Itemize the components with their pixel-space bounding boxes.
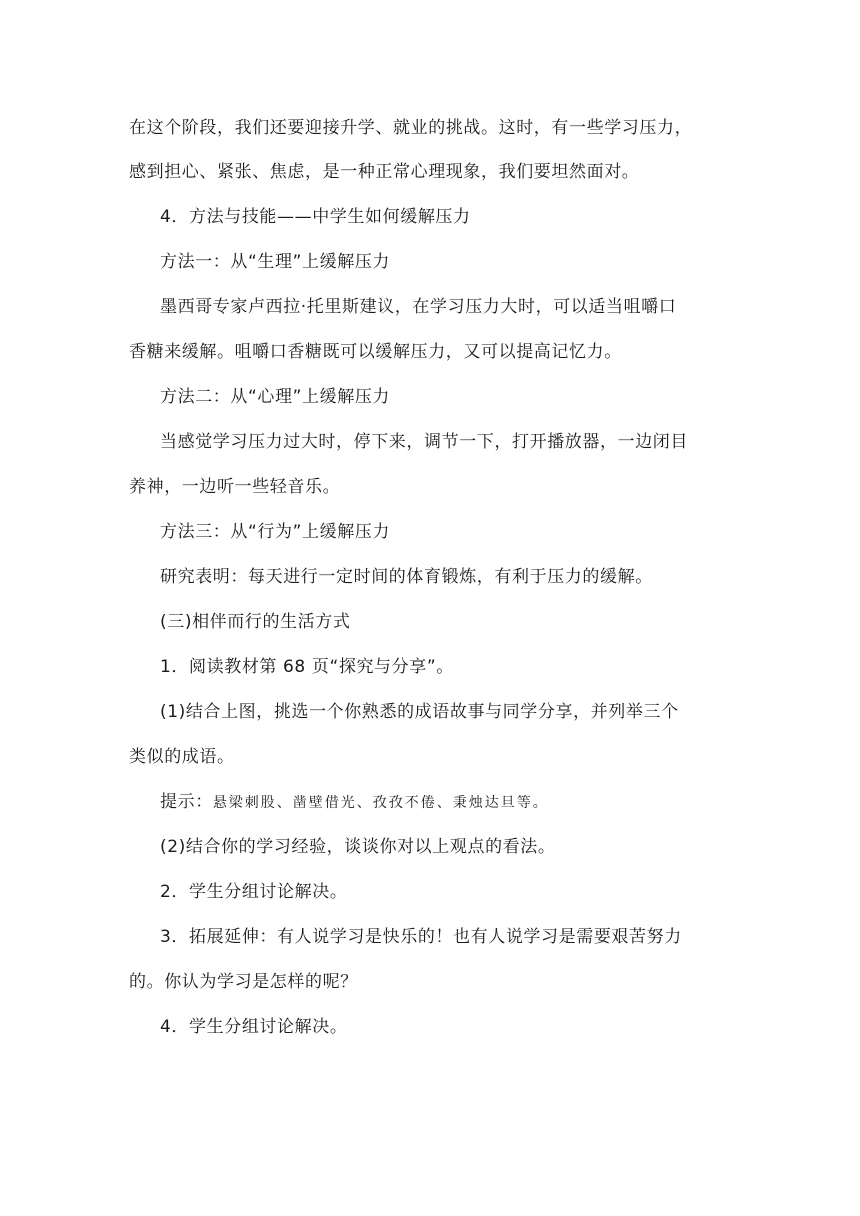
paragraph-line: 感到担心、紧张、焦虑，是一种正常心理现象，我们要坦然面对。 bbox=[129, 162, 640, 182]
method-heading: 方法一：从“生理”上缓解压力 bbox=[160, 252, 391, 272]
paragraph-line: 在这个阶段，我们还要迎接升学、就业的挑战。这时，有一些学习压力， bbox=[129, 118, 693, 138]
hint-body: 悬梁刺股、凿壁借光、孜孜不倦、秉烛达旦等。 bbox=[212, 795, 549, 811]
hint-line bbox=[160, 790, 770, 815]
paragraph-line: 研究表明：每天进行一定时间的体育锻炼，有利于压力的缓解。 bbox=[160, 567, 653, 587]
list-item: 1．阅读教材第 68 页“探究与分享”。 bbox=[160, 657, 454, 677]
paragraph-line: (2)结合你的学习经验，谈谈你对以上观点的看法。 bbox=[160, 837, 556, 857]
paragraph-line: 类似的成语。 bbox=[129, 747, 235, 767]
list-item: 3．拓展延伸：有人说学习是快乐的！也有人说学习是需要艰苦努力 bbox=[160, 927, 682, 947]
section-heading: 4．方法与技能——中学生如何缓解压力 bbox=[160, 207, 471, 227]
method-heading: 方法三：从“行为”上缓解压力 bbox=[160, 522, 391, 542]
paragraph-line: (1)结合上图，挑选一个你熟悉的成语故事与同学分享，并列举三个 bbox=[160, 702, 679, 722]
paragraph-line: 香糖来缓解。咀嚼口香糖既可以缓解压力，又可以提高记忆力。 bbox=[129, 342, 622, 362]
paragraph-line: 墨西哥专家卢西拉·托里斯建议，在学习压力大时，可以适当咀嚼口 bbox=[160, 297, 677, 317]
list-item: 2．学生分组讨论解决。 bbox=[160, 882, 348, 902]
paragraph-line: 养神，一边听一些轻音乐。 bbox=[129, 477, 341, 497]
method-heading: 方法二：从“心理”上缓解压力 bbox=[160, 387, 391, 407]
section-heading: (三)相伴而行的生活方式 bbox=[160, 612, 351, 632]
paragraph-line: 的。你认为学习是怎样的呢？ bbox=[129, 972, 358, 992]
list-item: 4．学生分组讨论解决。 bbox=[160, 1017, 348, 1037]
hint-label: 提示： bbox=[160, 792, 213, 812]
paragraph-line: 当感觉学习压力过大时，停下来，调节一下，打开播放器，一边闭目 bbox=[160, 432, 688, 452]
